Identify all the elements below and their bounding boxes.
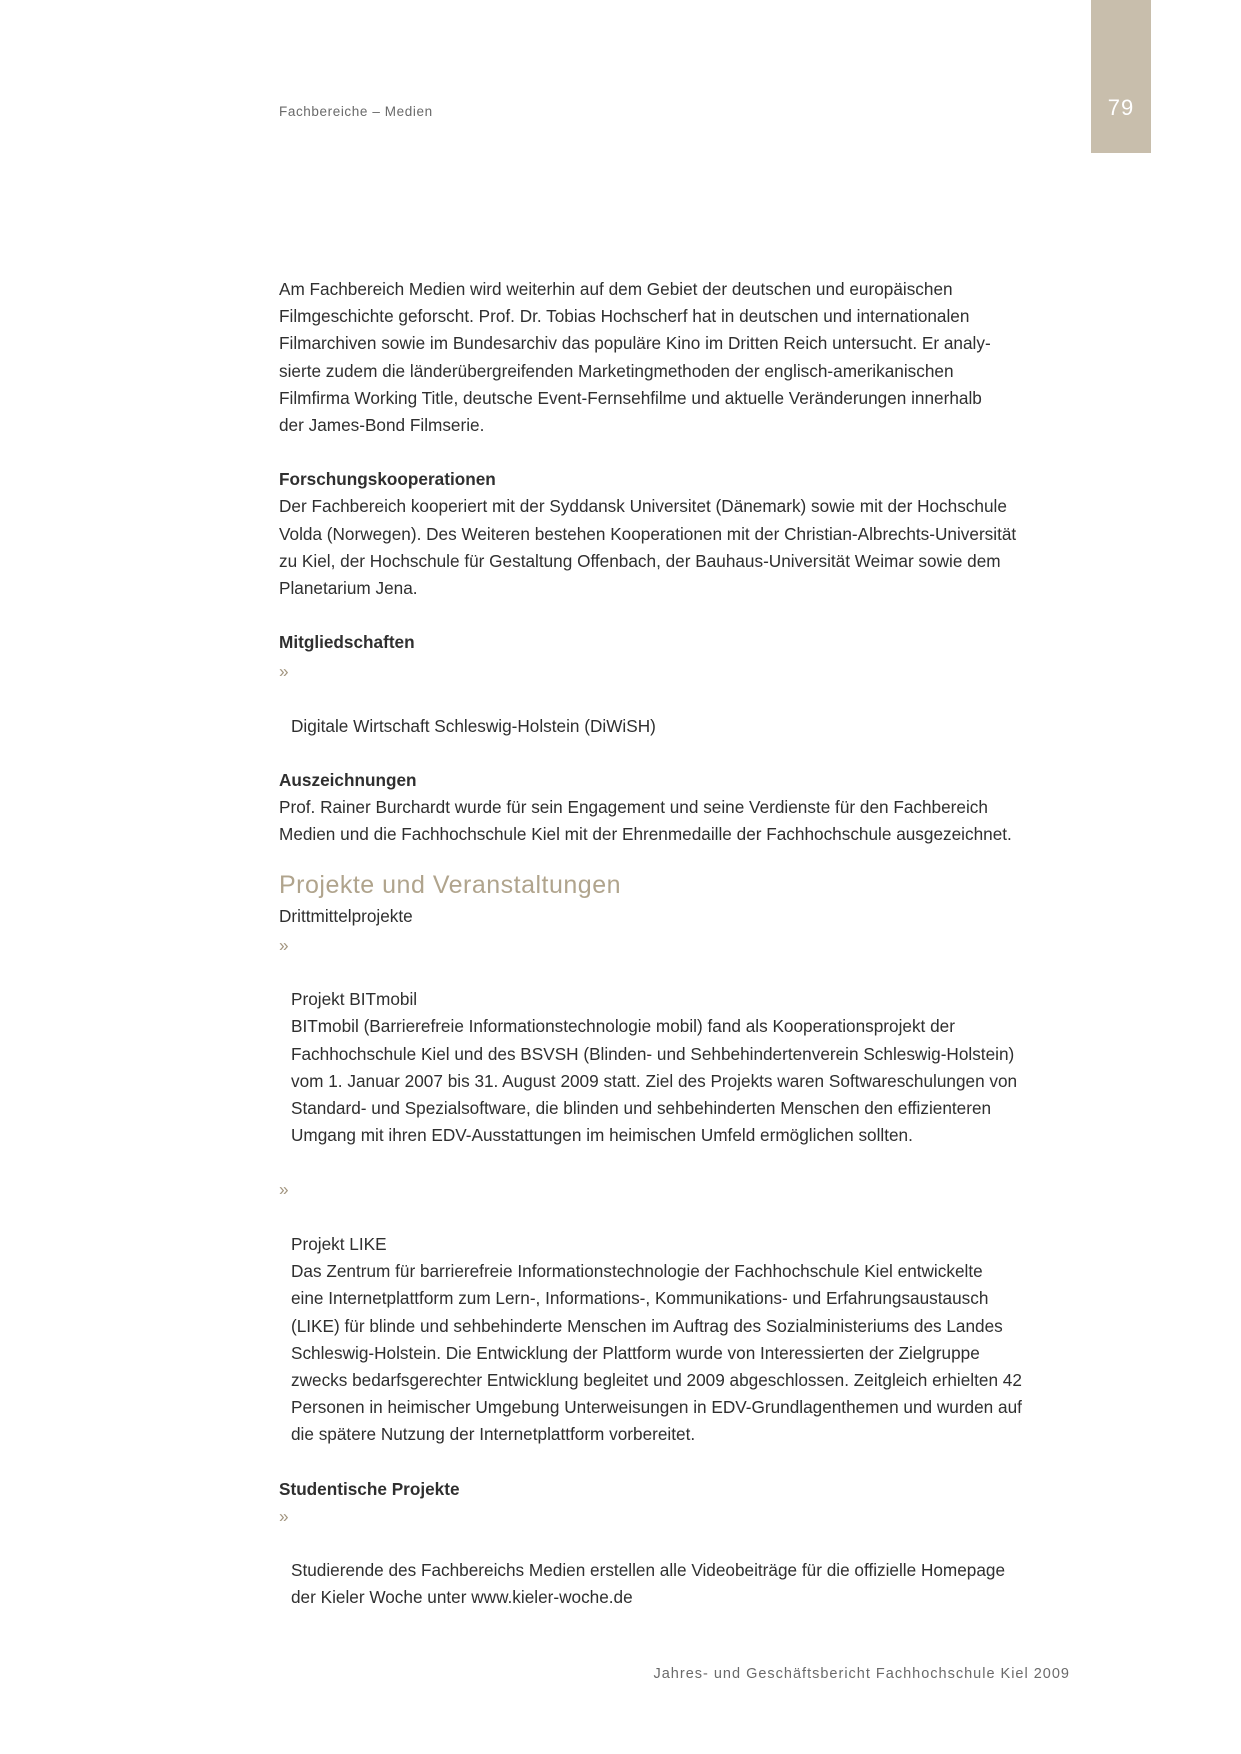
auszeichnungen-heading: Auszeichnungen	[279, 770, 417, 791]
list-item	[279, 1503, 1069, 1612]
section-title-projekte: Projekte und Veranstaltungen	[279, 870, 622, 899]
bullet-marker: »	[279, 1179, 289, 1200]
drittmittelprojekte-label: Drittmittelprojekte	[279, 905, 413, 926]
mitgliedschaft-label: Digitale Wirtschaft Schleswig-Holstein (DiWiSH)	[291, 715, 656, 736]
project-like	[279, 1176, 1069, 1448]
main-content	[279, 276, 1069, 1612]
auszeichnungen-text: Prof. Rainer Burchardt wurde für sein Engagement und seine Verdienste für den Fachbereich Medien und die Fachhochschule Kiel mit der Ehrenmedaille der Fachhochschule ausgezeichnet.	[279, 797, 1012, 845]
section-studentische-projekte	[279, 1476, 1069, 1612]
project-title-line	[279, 932, 1069, 1014]
project-description: Das Zentrum für barrierefreie Informationstechnologie der Fachhochschule Kiel entwickelte eine Internetplattform zum Lern-, Informations-, Kommunikations- und Erfahrungsaustausch (LIKE) für blinde und sehbehinderte Menschen im Auftrag des Sozialministeriums des Landes Schleswig-Holstein. Die Entwicklung der Plattform wurde von Interessierten der Zielgruppe zwecks bedarfsgerechter Entwicklung begleitet und 2009 abgeschlossen. Zeitgleich erhielten 42 Personen in heimischer Umgebung Unterweisungen in EDV-Grundlagenthemen und wurden auf die spätere Nutzung der Internetplattform vorbereitet.	[291, 1261, 1022, 1445]
project-title: Projekt BITmobil	[291, 989, 418, 1010]
page-footer: Jahres- und Geschäftsbericht Fachhochschule Kiel 2009	[653, 1666, 1070, 1682]
bullet-marker: »	[279, 661, 289, 682]
intro-paragraph: Am Fachbereich Medien wird weiterhin auf dem Gebiet der deutschen und europäischen Filmgeschichte geforscht. Prof. Dr. Tobias Hochscherf hat in deutschen und internationalen Filmarchiven sowie im Bundesarchiv das populäre Kino im Dritten Reich untersucht. Er analy- sierte zudem die länderübergreifenden Marketingmethoden der englisch-amerikanischen Filmfirma Working Title, deutsche Event-Fernsehfilme und aktuelle Veränderungen innerhalb der James-Bond Filmserie.	[279, 279, 991, 436]
section-forschungskooperationen	[279, 466, 1069, 602]
studentische-projekte-heading: Studentische Projekte	[279, 1478, 460, 1499]
running-header: Fachbereiche – Medien	[279, 104, 433, 119]
bullet-marker: »	[279, 934, 289, 955]
studentische-projekte-text: Studierende des Fachbereichs Medien erstellen alle Videobeiträge für die offizielle Homepage der Kieler Woche unter www.kieler-woche.de	[291, 1560, 1006, 1608]
section-auszeichnungen	[279, 767, 1069, 849]
project-description: BITmobil (Barrierefreie Informationstechnologie mobil) fand als Kooperationsprojekt der Fachhochschule Kiel und des BSVSH (Blinden- und Sehbehindertenverein Schleswig-Holstein) vom 1. Januar 2007 bis 31. August 2009 statt. Ziel des Projekts waren Softwareschulungen von Standard- und Spezialsoftware, die blinden und sehbehinderten Menschen den effizienteren Umgang mit ihren EDV-Ausstattungen im heimischen Umfeld ermöglichen sollten.	[291, 1016, 1018, 1146]
page-number: 79	[1107, 95, 1135, 120]
forschungskooperationen-heading: Forschungskooperationen	[279, 469, 496, 490]
mitgliedschaften-heading: Mitgliedschaften	[279, 632, 415, 653]
project-title-line	[279, 1176, 1069, 1258]
page-number-tab	[1091, 0, 1151, 153]
forschungskooperationen-text: Der Fachbereich kooperiert mit der Syddansk Universitet (Dänemark) sowie mit der Hochschule Volda (Norwegen). Des Weiteren bestehen Kooperationen mit der Christian-Albrechts-Universität zu Kiel, der Hochschule für Gestaltung Offenbach, der Bauhaus-Universität Weimar sowie dem Planetarium Jena.	[279, 496, 1017, 599]
project-title: Projekt LIKE	[291, 1233, 387, 1254]
bullet-marker: »	[279, 1505, 289, 1526]
project-bitmobil	[279, 932, 1069, 1150]
list-item	[279, 658, 1069, 740]
section-mitgliedschaften	[279, 629, 1069, 740]
